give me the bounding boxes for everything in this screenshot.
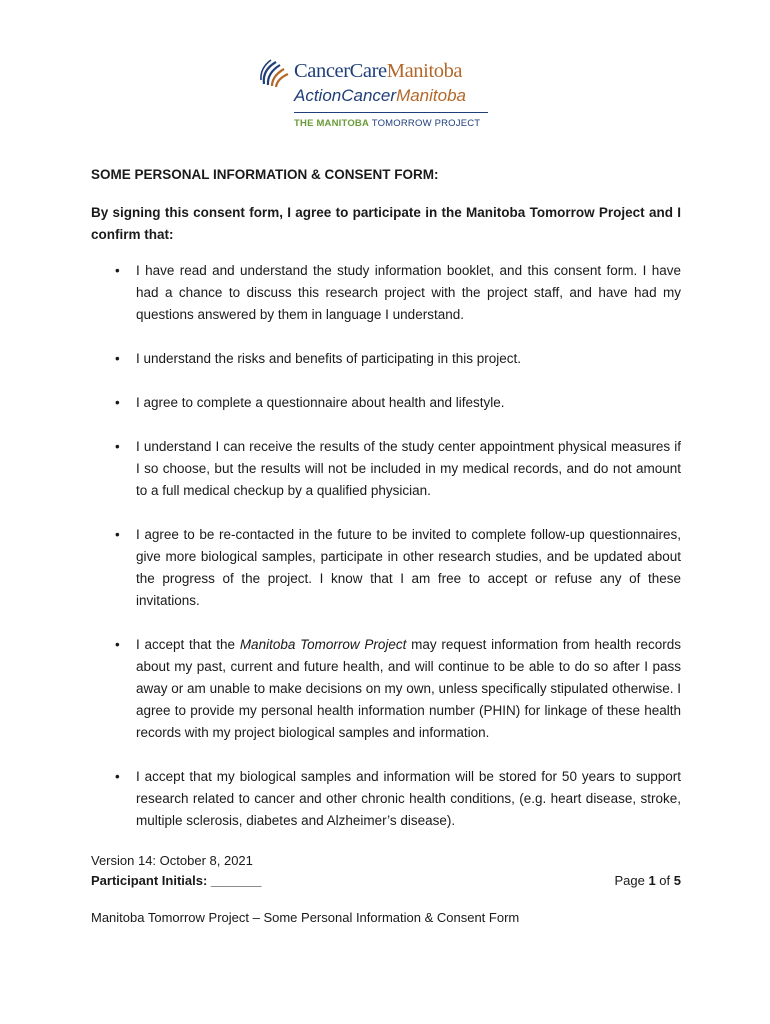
page-title: SOME PERSONAL INFORMATION & CONSENT FORM: [91,167,439,182]
swirl-logo-icon [258,56,292,90]
list-item: • I understand the risks and benefits of participating in this project. [91,348,681,370]
logo-line-3: THE MANITOBA TOMORROW PROJECT [294,118,481,129]
list-item: • I agree to be re-contacted in the future to be invited to complete follow-up questionnaires, give more biological samples, participate in other research studies, and be updated about the progress of the project. I know that I am free to accept or refuse any of these invitations. [91,524,681,612]
participant-initials-field: Participant Initials: _______ [91,873,262,888]
intro-paragraph: By signing this consent form, I agree to participate in the Manitoba Tomorrow Project and I confirm that: [91,205,681,242]
list-item: • I accept that the Manitoba Tomorrow Project may request information from health records about my past, current and future health, and will continue to be able to do so after I pass away or am unable to make decisions on my own, unless specifically stipulated otherwise. I agree to provide my personal health information number (PHIN) for linkage of these health records with my project biological samples and information. [91,634,681,744]
bullet-icon: • [115,351,120,366]
bullet-icon: • [115,263,120,278]
bullet-icon: • [115,395,120,410]
list-item: • I accept that my biological samples and information will be stored for 50 years to support research related to cancer and other chronic health conditions, (e.g. heart disease, stroke, multiple sclerosis, diabetes and Alzheimer’s disease). [91,766,681,832]
logo-line-2: ActionCancerManitoba [294,86,466,105]
list-item: • I understand I can receive the results of the study center appointment physical measures if I so choose, but the results will not be included in my medical records, and do not amount to a full medical checkup by a qualified physician. [91,436,681,502]
bullet-icon: • [115,527,120,542]
list-item: • I have read and understand the study information booklet, and this consent form. I have had a chance to discuss this research project with the project staff, and have had my questions answered by them in language I understand. [91,260,681,326]
logo-line-1: CancerCareManitoba [294,60,463,82]
page-number: Page 1 of 5 [614,873,681,888]
consent-form-body [91,164,681,854]
logo-divider [294,112,488,113]
footer-title: Manitoba Tomorrow Project – Some Personal Information & Consent Form [91,910,520,925]
version-label: Version 14: October 8, 2021 [91,853,253,868]
project-name: Manitoba Tomorrow Project [239,637,407,652]
consent-list [91,260,681,832]
bullet-icon: • [115,637,120,652]
cancercare-manitoba-logo [258,56,498,136]
bullet-icon: • [115,439,120,454]
list-item: • I agree to complete a questionnaire about health and lifestyle. [91,392,681,414]
bullet-icon: • [115,769,120,784]
